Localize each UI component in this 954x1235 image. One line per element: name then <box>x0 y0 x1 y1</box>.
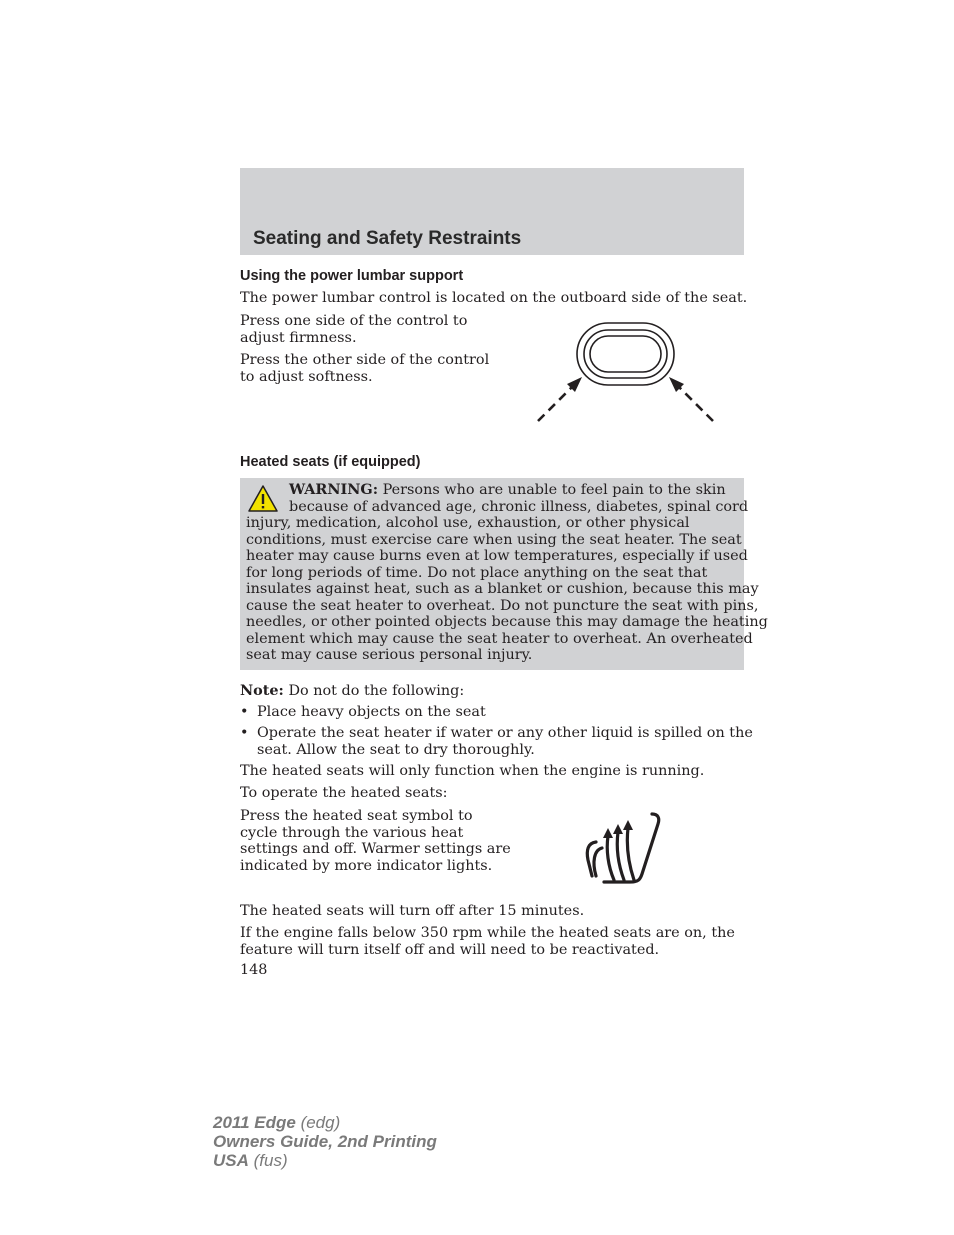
footer-model-code: (edg) <box>295 1113 341 1132</box>
text-line: injury, medication, alcohol use, exhaustion, or other physical <box>246 515 690 531</box>
turn-off-text: The heated seats will turn off after 15 minutes. <box>240 903 585 919</box>
lumbar-control-illustration <box>530 318 725 428</box>
bullet-marker: • <box>240 704 249 720</box>
engine-falls-text <box>240 925 735 958</box>
text-line: Press one side of the control to <box>240 313 468 329</box>
text-line: adjust firmness. <box>240 329 357 346</box>
text-line: for long periods of time. Do not place anything on the seat that <box>246 564 708 581</box>
heated-seats-heading: Heated seats (if equipped) <box>240 454 421 470</box>
warning-text <box>246 481 768 664</box>
lumbar-softness-text <box>240 352 489 385</box>
section-title: Seating and Safety Restraints <box>253 228 522 249</box>
text-line: heater may cause burns even at low temperatures, especially if used <box>246 548 748 564</box>
text-line: to adjust softness. <box>240 368 373 385</box>
text-line: cause the seat heater to overheat. Do not puncture the seat with pins, <box>246 597 759 614</box>
text-line: If the engine falls below 350 rpm while the heated seats are on, the <box>240 925 735 941</box>
heated-seat-icon <box>582 810 664 884</box>
text-line: insulates against heat, such as a blanket or cushion, because this may <box>246 581 759 597</box>
text-line: conditions, must exercise care when using the seat heater. The seat <box>246 531 742 548</box>
page-number: 148 <box>240 962 268 978</box>
text-line: Press the heated seat symbol to <box>240 808 473 824</box>
list-item <box>257 725 753 758</box>
footer-market-code: (fus) <box>248 1151 288 1170</box>
footer-guide: Owners Guide, 2nd Printing <box>213 1132 437 1151</box>
note-label: Note: <box>240 682 284 699</box>
text-line: Persons who are unable to feel pain to the skin <box>382 482 726 498</box>
document-footer <box>213 1113 437 1170</box>
bullet-marker: • <box>240 725 249 741</box>
footer-market: USA <box>213 1151 249 1170</box>
to-operate-text: To operate the heated seats: <box>240 785 448 801</box>
text-line: Operate the seat heater if water or any other liquid is spilled on the <box>257 725 753 741</box>
lumbar-firmness-text <box>240 313 467 346</box>
text-line: because of advanced age, chronic illness, diabetes, spinal cord <box>289 498 749 515</box>
lumbar-heading: Using the power lumbar support <box>240 268 464 284</box>
text-line: needles, or other pointed objects because this may damage the heating <box>246 614 768 630</box>
footer-model: 2011 Edge <box>213 1113 296 1132</box>
text-line: seat may cause serious personal injury. <box>246 647 533 663</box>
list-item: Place heavy objects on the seat <box>257 704 486 720</box>
text-line: element which may cause the seat heater to overheat. An overheated <box>246 630 753 647</box>
text-line: Press the other side of the control <box>240 352 490 368</box>
text-line: cycle through the various heat <box>240 824 464 841</box>
text-line: seat. Allow the seat to dry thoroughly. <box>257 741 535 758</box>
engine-running-text: The heated seats will only function when the engine is running. <box>240 763 705 779</box>
note <box>240 683 464 700</box>
press-symbol-text <box>240 808 511 874</box>
warning-label: WARNING: <box>289 481 379 498</box>
text-line: settings and off. Warmer settings are <box>240 841 511 857</box>
lumbar-intro: The power lumbar control is located on the outboard side of the seat. <box>240 290 748 306</box>
note-text: Do not do the following: <box>288 683 465 699</box>
text-line: feature will turn itself off and will need to be reactivated. <box>240 941 660 958</box>
text-line: indicated by more indicator lights. <box>240 857 493 874</box>
